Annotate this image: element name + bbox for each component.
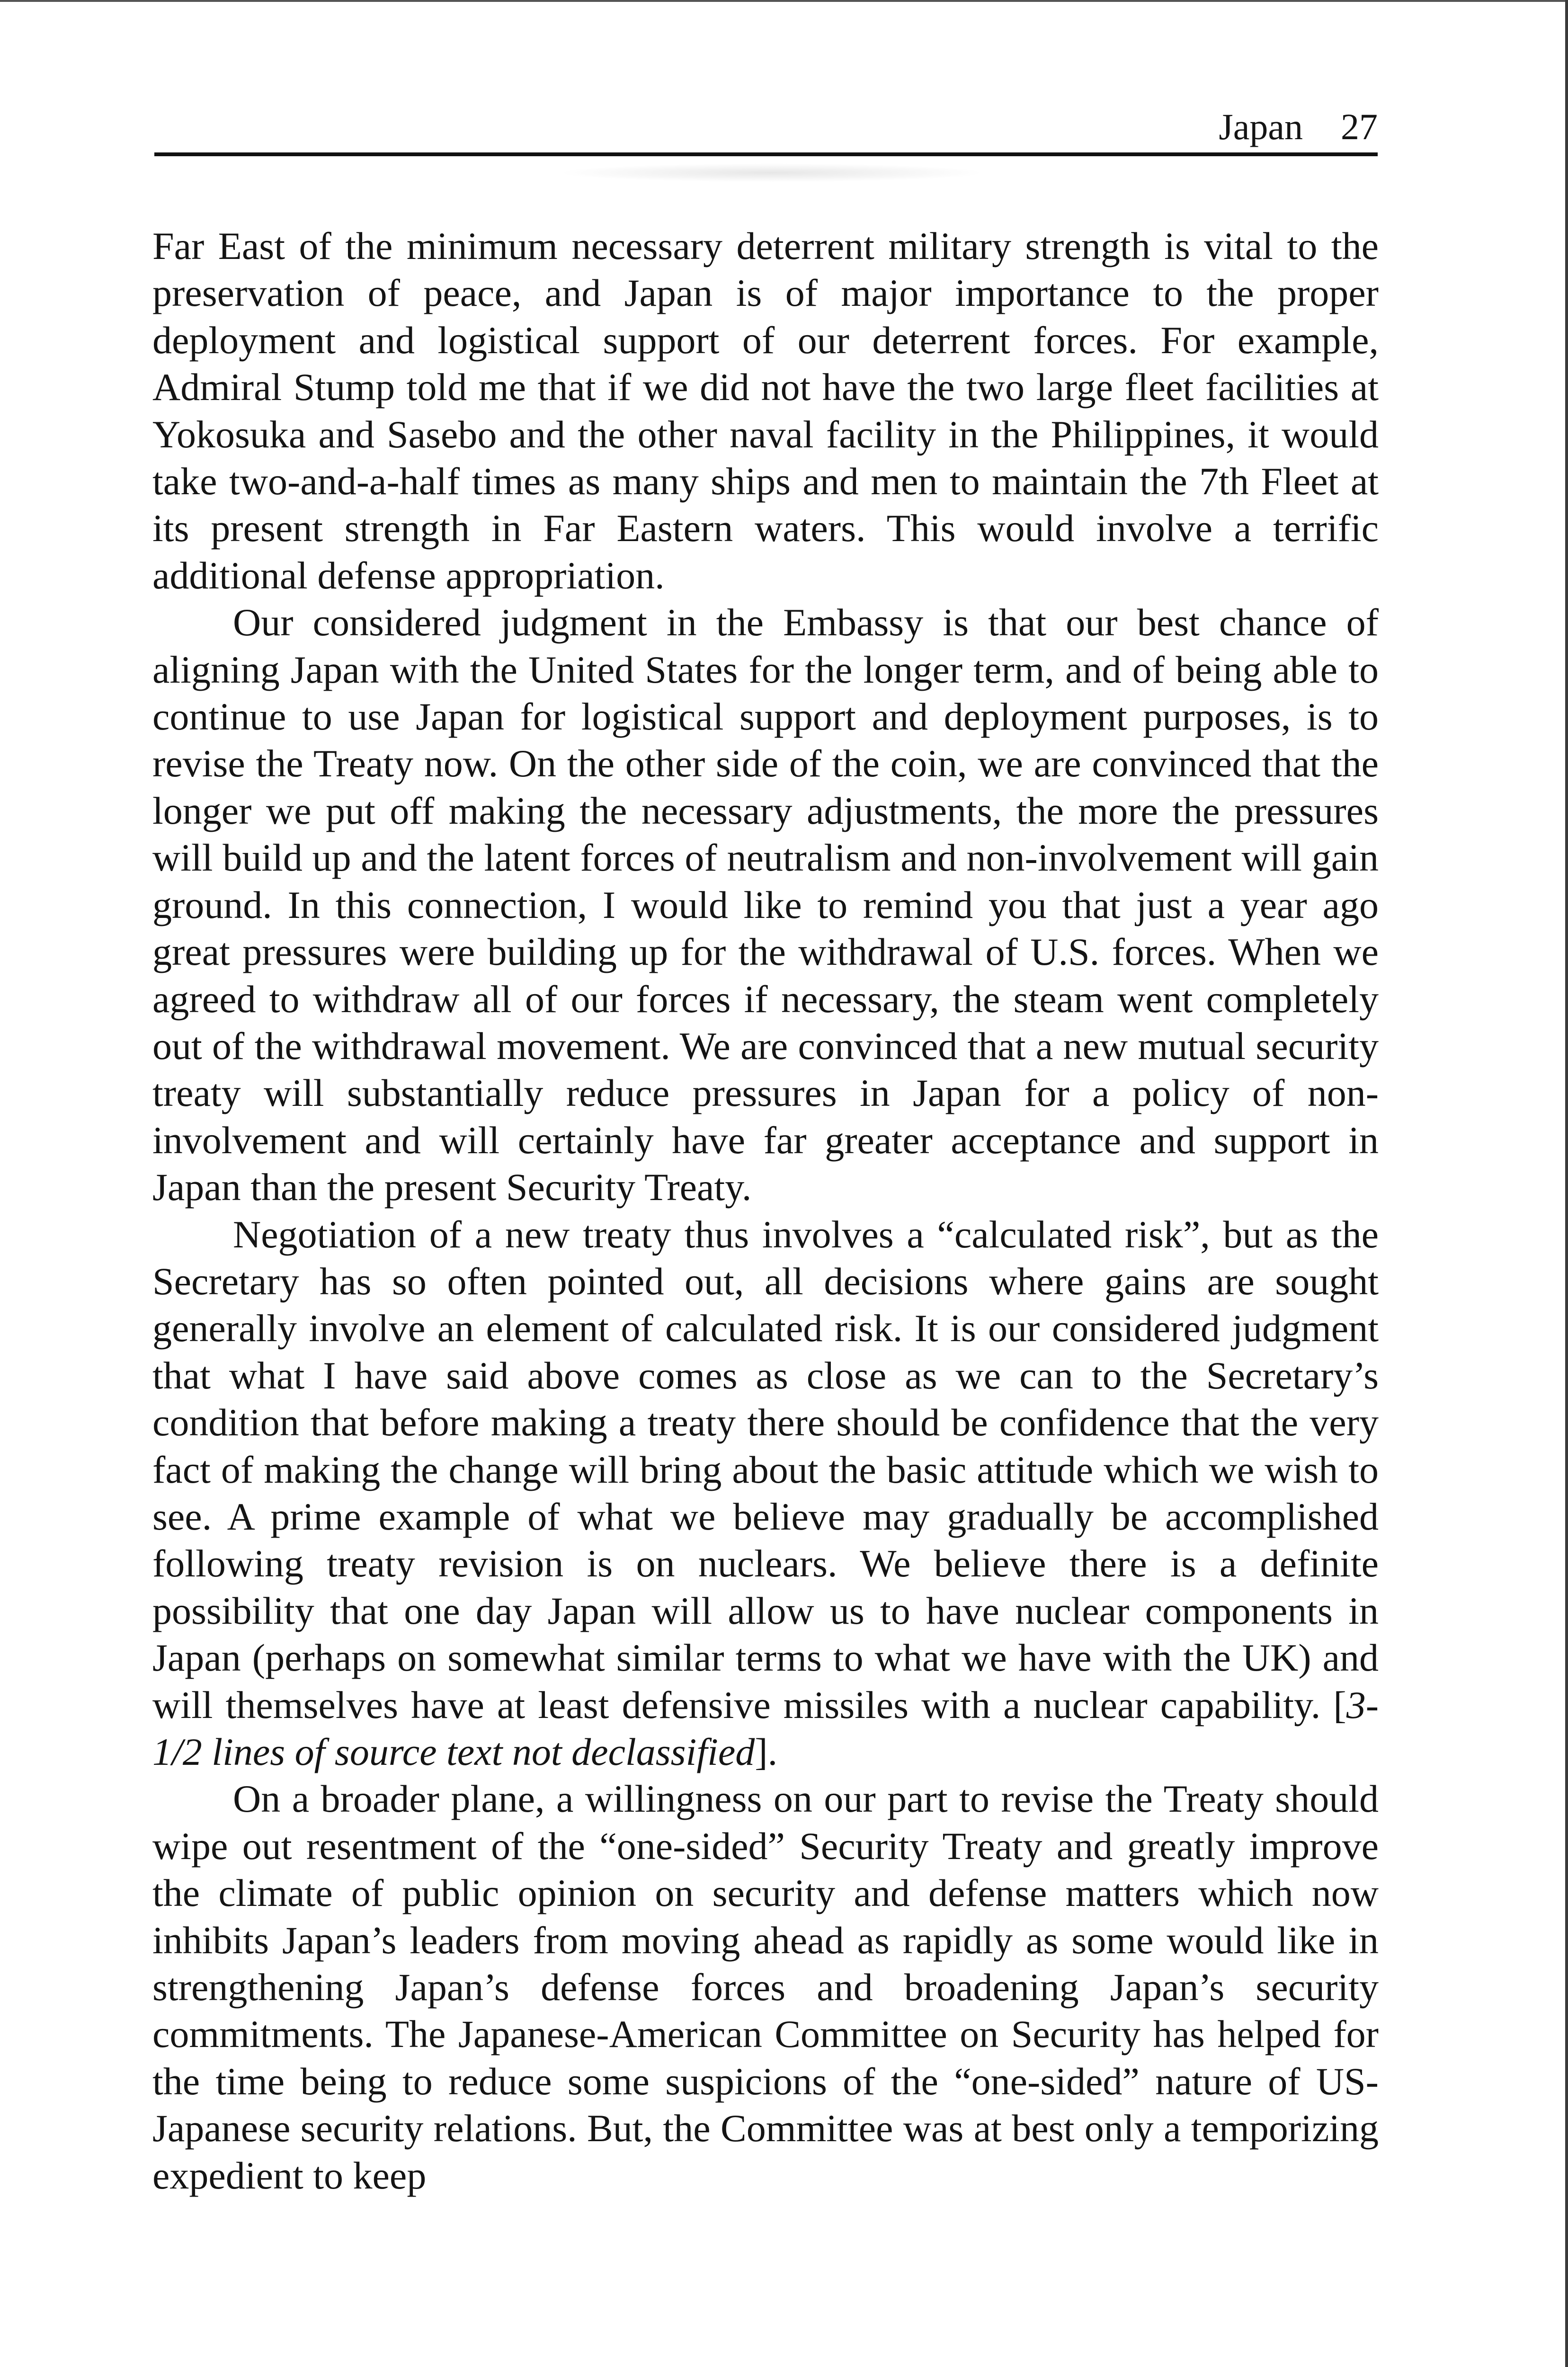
scan-edge-top: [0, 0, 1568, 2]
running-head: [1136, 103, 1378, 151]
header-rule: [154, 152, 1378, 156]
paragraph-4: On a broader plane, a willingness on our part to revise the Treaty should wipe out resentment of the “one-sided” Security Treaty and greatly improve the climate of public opinion on security and defense matters which now inhibits Japan’s leaders from moving ahead as rapidly as some would like in strengthening Japan’s defense forces and broadening Japan’s security commitments. The Japanese-American Committee on Security has helped for the time being to reduce some suspicions of the “one-sided” nature of US-Japanese security relations. But, the Committee was at best only a temporizing expedient to keep: [152, 1777, 1379, 2197]
body-text: [152, 222, 1379, 2334]
scan-artifact: [559, 163, 985, 182]
declassification-note: 3-1/2 lines of source text not declassified: [152, 1683, 1379, 1773]
paragraph-3-end: ].: [755, 1730, 778, 1773]
paragraph-3-main: Negotiation of a new treaty thus involves a “calculated risk”, but as the Secretary has so often pointed out, all decisions where gains are sought generally involve an element of calculated risk. It is our considered judgment that what I have said above comes as close as we can to the Secretary’s condition that before making a treaty there should be confidence that the very fact of making the change will bring about the basic attitude which we wish to see. A prime example of what we believe may gradually be accomplished following treaty revision is on nuclears. We believe there is a definite possibility that one day Japan will allow us to have nuclear components in Japan (perhaps on somewhat similar terms to what we have with the UK) and will themselves have at least defensive missiles with a nuclear capability. [: [152, 1212, 1379, 1726]
paragraph-1: Far East of the minimum necessary deterrent military strength is vital to the preservation of peace, and Japan is of major importance to the proper deployment and logistical support of our deterrent forces. For example, Admiral Stump told me that if we did not have the two large fleet facilities at Yokosuka and Sasebo and the other naval facility in the Philippines, it would take two-and-a-half times as many ships and men to maintain the 7th Fleet at its present strength in Far Eastern waters. This would involve a terrific additional defense appropriation.: [152, 224, 1379, 597]
running-head-title: Japan: [1219, 106, 1303, 147]
scan-edge-right: [1565, 0, 1568, 2367]
paragraph-2: Our considered judgment in the Embassy is that our best chance of aligning Japan with the United States for the longer term, and of being able to continue to use Japan for logistical support and deployment purposes, is to revise the Treaty now. On the other side of the coin, we are convinced that the longer we put off making the necessary adjustments, the more the pressures will build up and the latent forces of neutralism and non-involvement will gain ground. In this connection, I would like to remind you that just a year ago great pressures were building up for the withdrawal of U.S. forces. When we agreed to withdraw all of our forces if necessary, the steam went completely out of the withdrawal movement. We are convinced that a new mutual security treaty will substantially reduce pressures in Japan for a policy of non-involvement and will certainly have far greater acceptance and support in Japan than the present Security Treaty.: [152, 601, 1379, 1209]
paragraph-3: [152, 1211, 1379, 1776]
page-number: 27: [1341, 106, 1378, 147]
